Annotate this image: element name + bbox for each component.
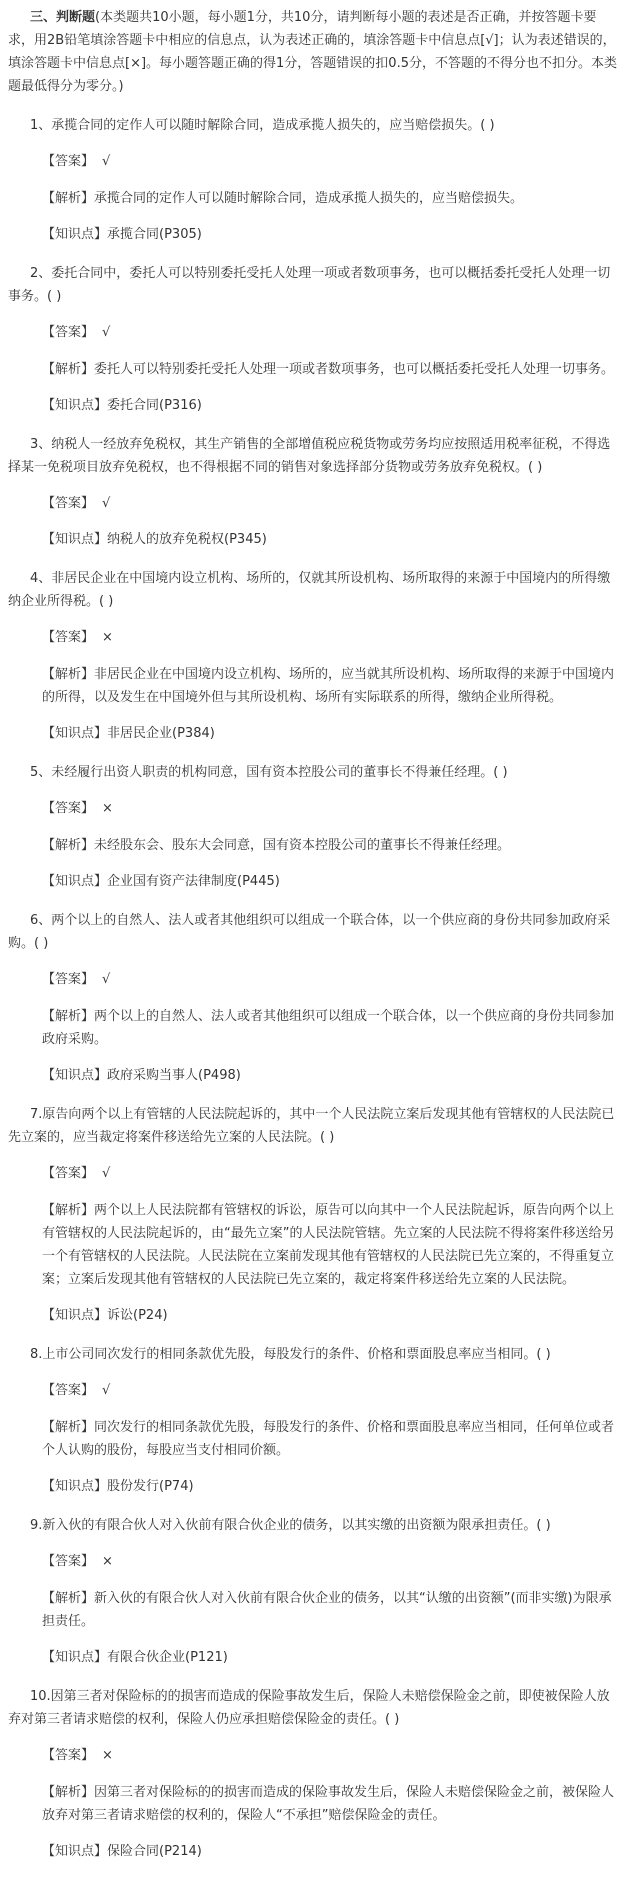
analysis-row [8,1781,622,1827]
knowledge-point-row [8,1305,622,1327]
answer-value: × [102,1748,113,1763]
knowledge-point-label: 【知识点】 [42,398,108,413]
knowledge-point-label: 【知识点】 [42,874,108,889]
answer-label: 【答案】 [42,630,95,645]
answer-row [8,798,622,820]
analysis-text: 两个以上的自然人、法人或者其他组织可以组成一个联合体，以一个供应商的身份共同参加政府采购。 [42,1009,615,1047]
section-intro [8,6,622,98]
question-text: 10.因第三者对保险标的的损害而造成的保险事故发生后，保险人未赔偿保险金之前，即使被保险人放弃对第三者请求赔偿的权利，保险人仍应承担赔偿保险金的责任。( ) [8,1689,610,1727]
answer-row [8,627,622,649]
answer-value: √ [102,1383,111,1398]
knowledge-point-value: 委托合同(P316) [107,398,202,413]
section-instructions: (本类题共10小题，每小题1分，共10分，请判断每小题的表述是否正确，并按答题卡要求，用2B铅笔填涂答题卡中相应的信息点，认为表述正确的，填涂答题卡中信息点[√]；认为表述错误的，填涂答题卡中信息点[×]。每小题答题正确的得1分，答题错误的扣0.5分，不答题的不得分也不扣分。本类题最低得分为零分。) [8,10,617,94]
analysis-label: 【解析】 [42,1420,95,1435]
answer-label: 【答案】 [42,325,95,340]
answer-row [8,322,622,344]
analysis-text: 同次发行的相同条款优先股，每股发行的条件、价格和票面股息率应当相同，任何单位或者个人认购的股份，每股应当支付相同价额。 [42,1420,615,1458]
knowledge-point-row [8,723,622,745]
analysis-label: 【解析】 [42,667,95,682]
knowledge-point-label: 【知识点】 [42,726,108,741]
document-page [0,6,630,1897]
analysis-label: 【解析】 [42,1785,95,1800]
question-text: 9.新入伙的有限合伙人对入伙前有限合伙企业的债务，以其实缴的出资额为限承担责任。( ) [30,1518,551,1533]
answer-label: 【答案】 [42,1554,95,1569]
knowledge-point-label: 【知识点】 [42,1068,108,1083]
analysis-text: 承揽合同的定作人可以随时解除合同，造成承揽人损失的，应当赔偿损失。 [94,191,524,206]
knowledge-point-value: 纳税人的放弃免税权(P345) [107,532,267,547]
knowledge-point-label: 【知识点】 [42,1308,108,1323]
answer-row [8,1745,622,1767]
question-text: 6、两个以上的自然人、法人或者其他组织可以组成一个联合体，以一个供应商的身份共同参加政府采购。( ) [8,913,611,951]
answer-value: √ [102,1166,111,1181]
question-text: 2、委托合同中，委托人可以特别委托受托人处理一项或者数项事务，也可以概括委托受托人处理一切事务。( ) [8,266,611,304]
answer-row [8,151,622,173]
question-item [8,114,622,246]
answer-label: 【答案】 [42,1383,95,1398]
analysis-label: 【解析】 [42,1203,95,1218]
answer-label: 【答案】 [42,1166,95,1181]
analysis-label: 【解析】 [42,191,95,206]
answer-label: 【答案】 [42,801,95,816]
knowledge-point-row [8,1647,622,1669]
section-title: 三、判断题 [30,10,96,25]
answer-value: √ [102,325,111,340]
answer-value: × [102,630,113,645]
question-text: 5、未经履行出资人职责的机构同意，国有资本控股公司的董事长不得兼任经理。( ) [30,765,508,780]
answer-row [8,969,622,991]
analysis-text: 新入伙的有限合伙人对入伙前有限合伙企业的债务，以其“认缴的出资额”(而非实缴)为限承担责任。 [42,1591,612,1629]
question-text: 1、承揽合同的定作人可以随时解除合同，造成承揽人损失的，应当赔偿损失。( ) [30,118,495,133]
knowledge-point-row [8,529,622,551]
question-item [8,1514,622,1669]
answer-label: 【答案】 [42,154,95,169]
answer-row [8,1551,622,1573]
answer-row [8,1163,622,1185]
analysis-row [8,358,622,381]
analysis-text: 非居民企业在中国境内设立机构、场所的，应当就其所设机构、场所取得的来源于中国境内的所得，以及发生在中国境外但与其所设机构、场所有实际联系的所得，缴纳企业所得税。 [42,667,615,705]
analysis-row [8,834,622,857]
question-text: 7.原告向两个以上有管辖的人民法院起诉的，其中一个人民法院立案后发现其他有管辖权的人民法院已先立案的，应当裁定将案件移送给先立案的人民法院。( ) [8,1107,615,1145]
analysis-text: 两个以上人民法院都有管辖权的诉讼，原告可以向其中一个人民法院起诉，原告向两个以上有管辖权的人民法院起诉的，由“最先立案”的人民法院管辖。先立案的人民法院不得将案件移送给另一个有管辖权的人民法院。人民法院在立案前发现其他有管辖权的人民法院已先立案的，不得重复立案；立案后发现其他有管辖权的人民法院已先立案的，裁定将案件移送给先立案的人民法院。 [42,1203,615,1287]
answer-value: √ [102,496,111,511]
knowledge-point-value: 保险合同(P214) [107,1844,202,1859]
knowledge-point-label: 【知识点】 [42,1479,108,1494]
knowledge-point-row [8,395,622,417]
analysis-label: 【解析】 [42,1009,95,1024]
knowledge-point-label: 【知识点】 [42,1650,108,1665]
analysis-text: 未经股东会、股东大会同意，国有资本控股公司的董事长不得兼任经理。 [94,838,511,853]
analysis-label: 【解析】 [42,362,95,377]
question-item [8,909,622,1087]
analysis-row [8,1005,622,1051]
answer-value: × [102,1554,113,1569]
analysis-row [8,1199,622,1291]
analysis-label: 【解析】 [42,1591,95,1606]
knowledge-point-value: 政府采购当事人(P498) [107,1068,241,1083]
question-item [8,567,622,745]
knowledge-point-label: 【知识点】 [42,1844,108,1859]
answer-row [8,1380,622,1402]
answer-value: × [102,801,113,816]
answer-label: 【答案】 [42,496,95,511]
analysis-text: 委托人可以特别委托受托人处理一项或者数项事务，也可以概括委托受托人处理一切事务。 [94,362,615,377]
analysis-row [8,663,622,709]
question-item [8,262,622,417]
analysis-row [8,187,622,210]
knowledge-point-label: 【知识点】 [42,227,108,242]
knowledge-point-row [8,1841,622,1863]
knowledge-point-row [8,871,622,893]
question-item [8,433,622,551]
knowledge-point-value: 股份发行(P74) [107,1479,194,1494]
question-text: 8.上市公司同次发行的相同条款优先股，每股发行的条件、价格和票面股息率应当相同。( ) [30,1347,551,1362]
knowledge-point-row [8,224,622,246]
answer-label: 【答案】 [42,972,95,987]
question-text: 3、纳税人一经放弃免税权，其生产销售的全部增值税应税货物或劳务均应按照适用税率征税，不得选择某一免税项目放弃免税权，也不得根据不同的销售对象选择部分货物或劳务放弃免税权。( ) [8,437,611,475]
question-item [8,1343,622,1498]
question-item [8,1685,622,1863]
question-text: 4、非居民企业在中国境内设立机构、场所的，仅就其所设机构、场所取得的来源于中国境内的所得缴纳企业所得税。( ) [8,571,611,609]
answer-value: √ [102,154,111,169]
analysis-label: 【解析】 [42,838,95,853]
knowledge-point-row [8,1476,622,1498]
knowledge-point-row [8,1065,622,1087]
analysis-row [8,1416,622,1462]
answer-label: 【答案】 [42,1748,95,1763]
knowledge-point-value: 有限合伙企业(P121) [107,1650,228,1665]
answer-row [8,493,622,515]
knowledge-point-value: 非居民企业(P384) [107,726,215,741]
answer-value: √ [102,972,111,987]
knowledge-point-value: 承揽合同(P305) [107,227,202,242]
knowledge-point-label: 【知识点】 [42,532,108,547]
question-item [8,1103,622,1327]
analysis-row [8,1587,622,1633]
analysis-text: 因第三者对保险标的的损害而造成的保险事故发生后，保险人未赔偿保险金之前，被保险人放弃对第三者请求赔偿的权利的，保险人“不承担”赔偿保险金的责任。 [42,1785,615,1823]
knowledge-point-value: 诉讼(P24) [107,1308,168,1323]
knowledge-point-value: 企业国有资产法律制度(P445) [107,874,280,889]
question-item [8,761,622,893]
